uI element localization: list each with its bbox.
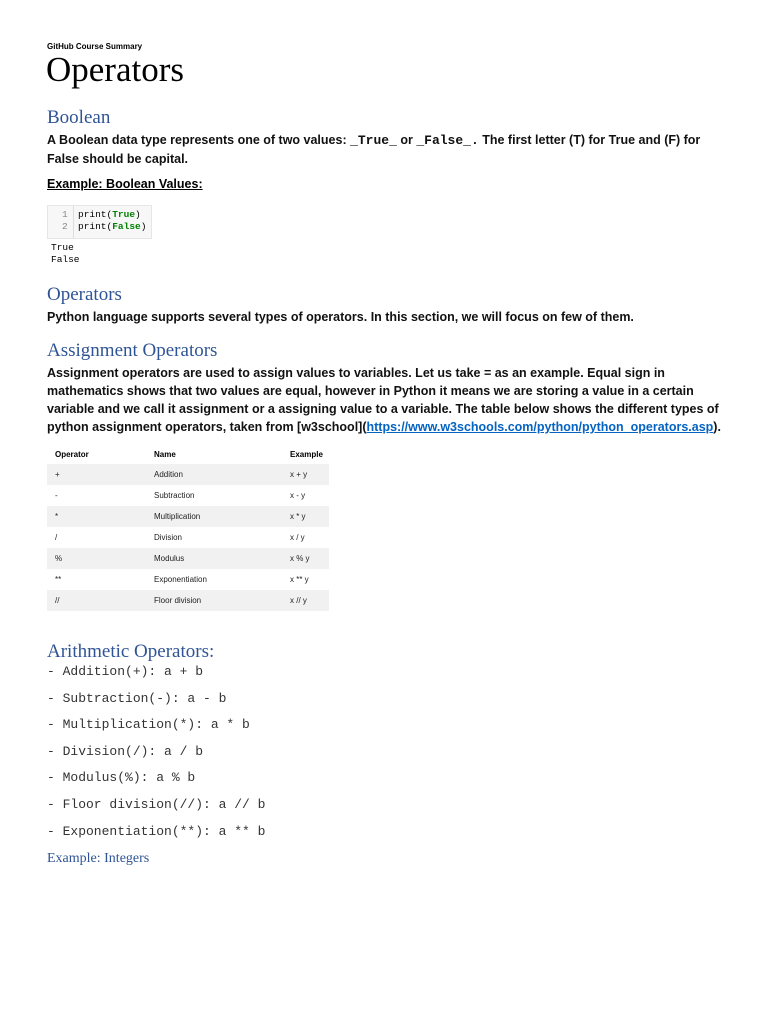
table-row — [47, 527, 329, 548]
w3schools-link[interactable]: https://www.w3schools.com/python/python_operators.asp — [366, 420, 714, 434]
table-cell: x % y — [282, 548, 329, 569]
table-cell: x // y — [282, 590, 329, 611]
table-header-row — [47, 444, 329, 464]
assignment-heading: Assignment Operators — [47, 340, 218, 361]
table-header-cell: Name — [154, 449, 176, 459]
table-cell: x / y — [290, 533, 305, 542]
table-cell: Addition — [146, 464, 282, 485]
table-row — [47, 590, 329, 611]
table-row — [47, 506, 329, 527]
table-cell: x * y — [282, 506, 329, 527]
arithmetic-list-item: - Floor division(//): a // b — [47, 797, 266, 812]
table-header-cell: Operator — [55, 449, 89, 459]
table-cell: - — [55, 491, 58, 500]
arithmetic-list-item: - Exponentiation(**): a ** b — [47, 824, 266, 839]
table-row — [47, 569, 329, 590]
table-cell: // — [47, 590, 146, 611]
arithmetic-list-item: - Modulus(%): a % b — [47, 770, 196, 785]
code-output-line: True — [51, 242, 74, 253]
table-cell: Modulus — [146, 548, 282, 569]
table-row — [47, 485, 329, 506]
operators-table — [47, 444, 329, 611]
table-cell: Multiplication — [146, 506, 282, 527]
table-cell: / — [55, 533, 58, 542]
operators-heading: Operators — [47, 284, 122, 305]
table-cell: ** — [55, 575, 62, 584]
table-cell: x ** y — [290, 575, 309, 584]
page-title: Operators — [46, 50, 185, 89]
code-output-line: False — [51, 254, 80, 265]
code-line-2-text: print(False) — [78, 221, 147, 232]
table-cell: + — [47, 464, 146, 485]
table-row — [47, 548, 329, 569]
table-cell: Floor division — [146, 590, 282, 611]
table-cell: Exponentiation — [154, 575, 207, 584]
operators-paragraph: Python language supports several types of operators. In this section, we will focus on few of them. — [47, 310, 634, 324]
code-line-2: 2 — [62, 221, 68, 232]
table-cell: % — [47, 548, 146, 569]
arithmetic-heading: Arithmetic Operators: — [47, 641, 215, 662]
table-row — [47, 464, 329, 485]
line-number-gutter — [48, 206, 74, 238]
code-line-1-text: print(True) — [78, 209, 141, 220]
table-cell: Division — [154, 533, 183, 542]
arithmetic-list-item: - Multiplication(*): a * b — [47, 717, 250, 732]
table-cell: * — [47, 506, 146, 527]
boolean-heading: Boolean — [47, 107, 111, 128]
table-cell: Subtraction — [154, 491, 195, 500]
code-cell — [47, 205, 152, 239]
arithmetic-list-item: - Subtraction(-): a - b — [47, 691, 227, 706]
assignment-paragraph: Assignment operators are used to assign values to variables. Let us take = as an example. Equal sign in mathematics shows that two values are equal, however in Python it means we are storing a value in a certain variable and we call it assignment or a assigning value to a variable. The table below shows the different types of python assignment operators, taken from [w3school](https://www.w3schools.com/python/python_operators.asp). — [47, 366, 721, 434]
table-cell: x - y — [290, 491, 306, 500]
doc-header: GitHub Course Summary — [47, 42, 143, 51]
boolean-paragraph: A Boolean data type represents one of two values: _True_ or _False_. The first letter (T) for True and (F) for False should be capital. — [47, 133, 701, 166]
table-header-cell: Example — [290, 449, 323, 459]
arithmetic-list-item: - Division(/): a / b — [47, 744, 204, 759]
boolean-example-label: Example: Boolean Values: — [47, 177, 203, 191]
table-cell: x + y — [282, 464, 329, 485]
example-integers-heading: Example: Integers — [47, 851, 150, 866]
code-line-1: 1 — [62, 209, 68, 220]
arithmetic-list-item: - Addition(+): a + b — [47, 664, 204, 679]
